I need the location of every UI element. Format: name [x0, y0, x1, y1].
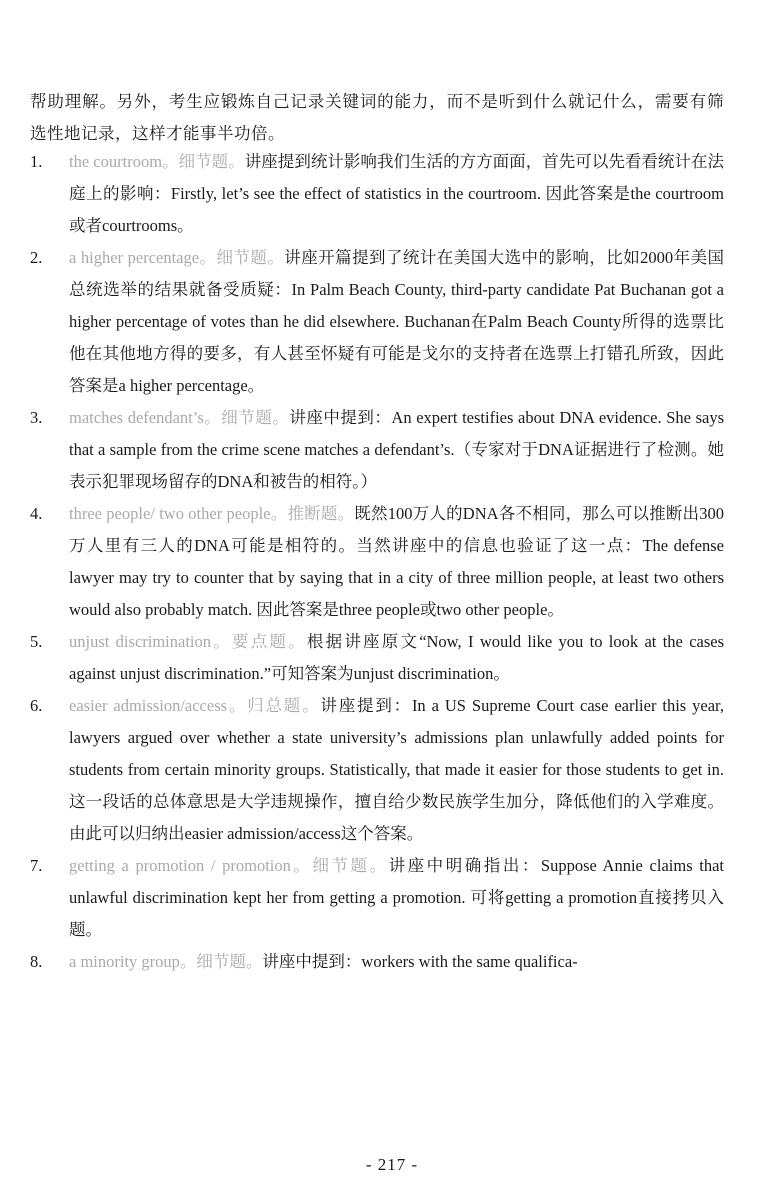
answer-text: a higher percentage: [69, 248, 200, 267]
answer-text: easier admission/access: [69, 696, 228, 715]
item-number: 1.: [30, 152, 43, 171]
explanation-text: 讲座中提到：workers with the same qualifica-: [262, 952, 578, 971]
answer-item: [30, 850, 724, 946]
explanation-text: 根据讲座原文“Now, I would like you to look at the cases against unjust discrimination.”可知答案为unjust discrimination。: [69, 632, 725, 683]
question-type: 细节题: [312, 856, 370, 875]
answer-text: unjust discrimination: [69, 632, 212, 651]
answer-text: matches defendant’s: [69, 408, 204, 427]
question-type: 细节题: [221, 408, 273, 427]
answer-item: [30, 402, 724, 498]
explanation-text: 讲座中提到：An expert testifies about DNA evidence. She says that a sample from the crime scene matches a defendant’s.（专家对于DNA证据进行了检测。她表示犯罪现场留存的DNA和被告的相符。）: [69, 408, 725, 491]
explanation-text: 讲座中明确指出：Suppose Annie claims that unlawful discrimination kept her from getting a promotion. 可将getting a promotion直接拷贝入题。: [69, 856, 725, 939]
answer-item: [30, 946, 724, 978]
item-text: a higher percentage。细节题。讲座开篇提到了统计在美国大选中的影响，比如2000年美国总统选举的结果就备受质疑：In Palm Beach County, third-party candidate Pat Buchanan got a higher percentage of votes than he did elsewhere. Buchanan在Palm Beach County所得的选票比他在其他地方得的要多，有人甚至怀疑有可能是戈尔的支持者在选票上打错孔所致，因此答案是a higher percentage。: [69, 248, 725, 395]
answer-text: the courtroom: [69, 152, 163, 171]
item-text: matches defendant’s。细节题。讲座中提到：An expert testifies about DNA evidence. She says that a sample from the crime scene matches a defendant’s.（专家对于DNA证据进行了检测。她表示犯罪现场留存的DNA和被告的相符。）: [69, 408, 725, 491]
question-type: 推断题: [287, 504, 338, 523]
intro-paragraph: 帮助理解。另外，考生应锻炼自己记录关键词的能力，而不是听到什么就记什么，需要有筛选性地记录，这样才能事半功倍。: [30, 92, 724, 143]
answer-item: [30, 690, 724, 850]
item-number: 2.: [30, 248, 43, 267]
item-number: 7.: [30, 856, 43, 875]
answer-item: [30, 626, 724, 690]
item-text: getting a promotion / promotion。细节题。讲座中明确指出：Suppose Annie claims that unlawful discrimination kept her from getting a promotion. 可将getting a promotion直接拷贝入题。: [69, 856, 725, 939]
item-number: 5.: [30, 632, 43, 651]
page-number: - 217 -: [365, 1155, 419, 1174]
question-type: 归总题: [247, 696, 303, 715]
explanation-text: 讲座提到统计影响我们生活的方方面面，首先可以先看看统计在法庭上的影响：Firstly, let’s see the effect of statistics in the courtroom. 因此答案是the courtroom或者courtrooms。: [69, 152, 725, 235]
item-number: 6.: [30, 696, 43, 715]
answer-item: [30, 498, 724, 626]
item-text: three people/ two other people。推断题。既然100万人的DNA各不相同，那么可以推断出300万人里有三人的DNA可能是相符的。当然讲座中的信息也验证了这一点：The defense lawyer may try to counter that by saying that in a city of three million people, at least two others would also probably match. 因此答案是three people或two other people。: [69, 504, 725, 619]
item-number: 4.: [30, 504, 43, 523]
explanation-text: 讲座提到：In a US Supreme Court case earlier this year, lawyers argued over whether a state university’s admissions plan unlawfully added points for students from certain minority groups. Statistically, that made it easier for those students to get in. 这一段话的总体意思是大学违规操作，擅自给少数民族学生加分，降低他们的入学难度。由此可以归纳出easier admission/access这个答案。: [69, 696, 725, 843]
item-text: unjust discrimination。要点题。根据讲座原文“Now, I would like you to look at the cases against unjust discrimination.”可知答案为unjust discrimination。: [69, 632, 725, 683]
answer-item: [30, 242, 724, 402]
question-type: 细节题: [178, 152, 229, 171]
item-number: 8.: [30, 952, 43, 971]
explanation-text: 讲座开篇提到了统计在美国大选中的影响，比如2000年美国总统选举的结果就备受质疑：In Palm Beach County, third-party candidate Pat Buchanan got a higher percentage of votes than he did elsewhere. Buchanan在Palm Beach County所得的选票比他在其他地方得的要多，有人甚至怀疑有可能是戈尔的支持者在选票上打错孔所致，因此答案是a higher percentage。: [69, 248, 725, 395]
answer-text: a minority group: [69, 952, 180, 971]
question-type: 细节题: [216, 248, 268, 267]
explanation-text: 既然100万人的DNA各不相同，那么可以推断出300万人里有三人的DNA可能是相符的。当然讲座中的信息也验证了这一点：The defense lawyer may try to counter that by saying that in a city of three million people, at least two others would also probably match. 因此答案是three people或two other people。: [69, 504, 725, 619]
question-type: 要点题: [231, 632, 289, 651]
item-text: easier admission/access。归总题。讲座提到：In a US Supreme Court case earlier this year, lawyers argued over whether a state university’s admissions plan unlawfully added points for students from certain minority groups. Statistically, that made it easier for those students to get in. 这一段话的总体意思是大学违规操作，擅自给少数民族学生加分，降低他们的入学难度。由此可以归纳出easier admission/access这个答案。: [69, 696, 725, 843]
answer-text: three people/ two other people: [69, 504, 271, 523]
answer-list: [30, 146, 724, 978]
item-text: the courtroom。细节题。讲座提到统计影响我们生活的方方面面，首先可以先看看统计在法庭上的影响：Firstly, let’s see the effect of statistics in the courtroom. 因此答案是the courtroom或者courtrooms。: [69, 152, 725, 235]
item-number: 3.: [30, 408, 43, 427]
question-type: 细节题: [196, 952, 246, 971]
answer-item: [30, 146, 724, 242]
answer-text: getting a promotion / promotion: [69, 856, 291, 875]
item-text: a minority group。细节题。讲座中提到：workers with the same qualifica-: [69, 952, 578, 971]
